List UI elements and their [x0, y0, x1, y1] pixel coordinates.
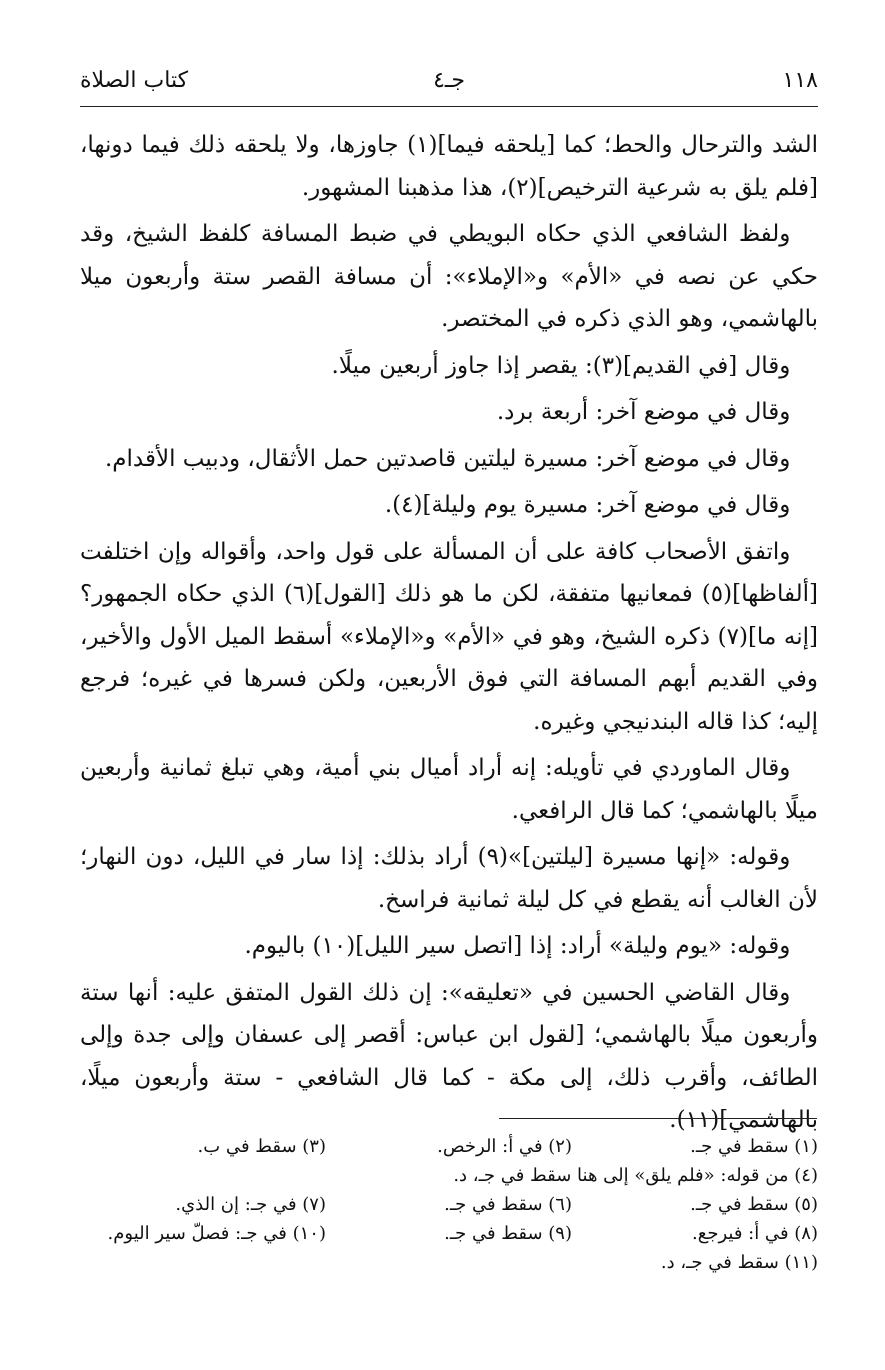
paragraph: وقال في موضع آخر: مسيرة يوم وليلة](٤). — [384, 492, 791, 518]
book-title: كتاب الصلاة — [80, 68, 189, 93]
paragraph: وقال [في القديم](٣): يقصر إذا جاوز أربعين ميلًا. — [331, 352, 791, 379]
footnote-row — [80, 1190, 818, 1219]
footnote: (٤) من قوله: «فلم يلق» إلى هنا سقط في جـ، د. — [453, 1165, 818, 1186]
main-text — [80, 124, 818, 1146]
paragraph: وقال في موضع آخر: أربعة برد. — [496, 399, 791, 425]
footnotes — [80, 1132, 818, 1277]
footnote: (٨) في أ: فيرجع. — [692, 1223, 818, 1244]
paragraph: وقال القاضي الحسين في «تعليقه»: إن ذلك القول المتفق عليه: أنها ستة وأربعون ميلًا بالهاشمي؛ [لقول ابن عباس: أقصر إلى عسفان وإلى جدة وإلى الطائف، وأقرب ذلك، إلى مكة - كما قال الشافعي - ستة وأربعون ميلًا، بالهاشمي](١١). — [80, 979, 818, 1133]
footnote: (٥) سقط في جـ. — [690, 1194, 818, 1215]
paragraph: وقوله: «إنها مسيرة [ليلتين]»(٩) أراد بذلك: إذا سار في الليل، دون النهار؛ لأن الغالب أنه يقطع في كل ليلة ثمانية فراسخ. — [80, 844, 818, 913]
paragraph: وقال في موضع آخر: مسيرة ليلتين قاصدتين حمل الأثقال، ودبيب الأقدام. — [104, 445, 791, 472]
page-header — [80, 62, 818, 102]
footnote: (١٠) في جـ: فصلّ سير اليوم. — [107, 1223, 326, 1244]
paragraph: وقوله: «يوم وليلة» أراد: إذا [اتصل سير الليل](١٠) باليوم. — [244, 933, 791, 959]
footnote-rule — [499, 1118, 817, 1119]
header-rule — [80, 106, 818, 107]
volume-label: جـ٤ — [433, 68, 465, 93]
footnote: (٣) سقط في ب. — [197, 1136, 326, 1157]
paragraph: الشد والترحال والحط؛ كما [يلحقه فيما](١) جاوزها، ولا يلحقه ذلك فيما دونها، [فلم يلق به شرعية الترخيص](٢)، هذا مذهبنا المشهور. — [80, 132, 818, 201]
footnote: (١١) سقط في جـ، د. — [660, 1252, 818, 1273]
paragraph: واتفق الأصحاب كافة على أن المسألة على قول واحد، وأقواله وإن اختلفت [ألفاظها](٥) فمعانيها متفقة، لكن ما هو ذلك [القول](٦) الذي حكاه الجمهور؟ [إنه ما](٧) ذكره الشيخ، وهو في «الأم» و«الإملاء» أسقط الميل الأول والأخير، وفي القديم أبهم المسافة التي فوق الأربعين، ولكن فسرها في غيره؛ فرجع إليه؛ كذا قاله البندنيجي وغيره. — [80, 538, 818, 735]
footnote: (٧) في جـ: إن الذي. — [175, 1194, 326, 1215]
footnote-row — [80, 1161, 818, 1190]
paragraph: ولفظ الشافعي الذي حكاه البويطي في ضبط المسافة كلفظ الشيخ، وقد حكي عن نصه في «الأم» و«الإملاء»: أن مسافة القصر ستة وأربعون ميلا بالهاشمي، وهو الذي ذكره في المختصر. — [80, 221, 818, 332]
footnote: (١) سقط في جـ. — [690, 1136, 818, 1157]
footnote: (٩) سقط في جـ. — [444, 1223, 572, 1244]
footnote-row — [80, 1132, 818, 1161]
footnote-row — [80, 1248, 818, 1277]
paragraph: وقال الماوردي في تأويله: إنه أراد أميال بني أمية، وهي تبلغ ثمانية وأربعين ميلًا بالهاشمي؛ كما قال الرافعي. — [80, 755, 818, 824]
footnote: (٢) في أ: الرخص. — [437, 1136, 572, 1157]
footnote: (٦) سقط في جـ. — [444, 1194, 572, 1215]
page-number: ١١٨ — [782, 68, 818, 93]
footnote-row — [80, 1219, 818, 1248]
